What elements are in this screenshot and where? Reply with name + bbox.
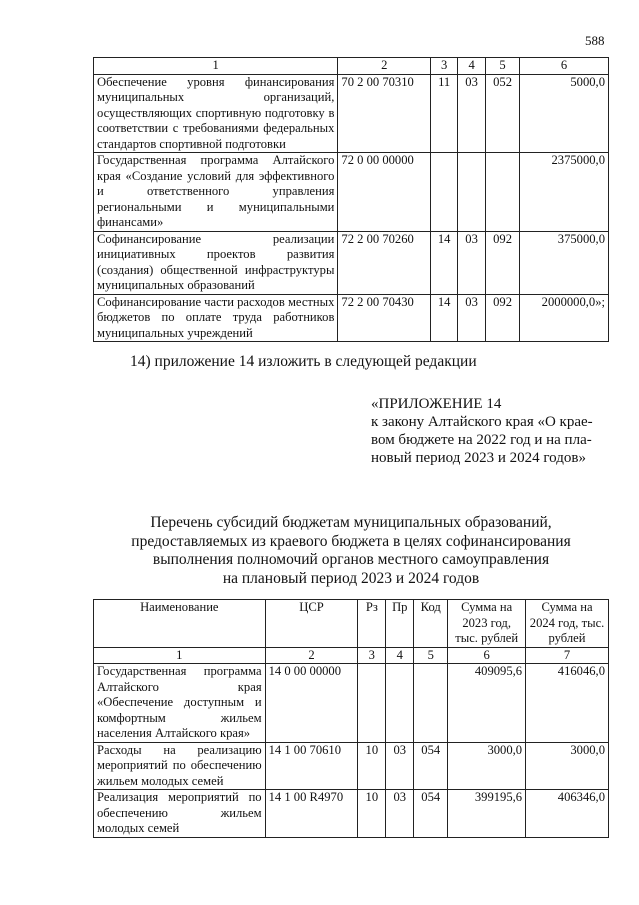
row-name: Софинансирование реализации инициативных проектов развития (создания) общественной инфраструктуры муниципальных образований <box>94 231 338 294</box>
header-rz: Рз <box>358 600 386 648</box>
row-name: Реализация мероприятий по обеспечению жильем молодых семей <box>94 790 266 838</box>
row-rz: 14 <box>431 231 458 294</box>
row-kod: 054 <box>414 790 448 838</box>
row-rz <box>431 153 458 232</box>
col-number: 3 <box>431 58 458 75</box>
title-line: на плановый период 2023 и 2024 годов <box>222 569 480 587</box>
subsidies-table <box>93 599 609 838</box>
row-name: Расходы на реализацию мероприятий по обеспечению жильем молодых семей <box>94 742 266 790</box>
appendix-line: новый период 2023 и 2024 годов» <box>371 450 586 466</box>
row-kod <box>414 664 448 743</box>
title-line: Перечень субсидий бюджетам муниципальных образований, <box>150 514 552 531</box>
col-number: 1 <box>94 647 266 664</box>
row-sum-2024: 416046,0 <box>526 664 609 743</box>
col-number: 2 <box>265 647 358 664</box>
table-header-row <box>94 600 609 648</box>
row-pr: 03 <box>458 294 486 342</box>
table-number-row <box>94 647 609 664</box>
col-number: 7 <box>526 647 609 664</box>
table-row <box>94 231 609 294</box>
header-sum-2023: Сумма на 2023 год, тыс. рублей <box>448 600 526 648</box>
col-number: 6 <box>520 58 609 75</box>
row-rz: 10 <box>358 790 386 838</box>
row-name: Государственная программа Алтайского края «Создание условий для эффективного и ответственного управления региональными и муниципальными финансами» <box>94 153 338 232</box>
row-pr: 03 <box>386 790 414 838</box>
appendix-heading <box>371 395 593 467</box>
row-kod: 054 <box>414 742 448 790</box>
title-line: предоставляемых из краевого бюджета в целях софинансирования <box>131 532 571 550</box>
row-sum: 2000000,0»; <box>520 294 609 342</box>
document-title <box>93 514 609 588</box>
row-csr: 14 1 00 70610 <box>265 742 358 790</box>
appendix-line: «ПРИЛОЖЕНИЕ 14 <box>371 396 502 412</box>
row-csr: 70 2 00 70310 <box>338 74 431 153</box>
row-pr: 03 <box>458 74 486 153</box>
row-rz: 14 <box>431 294 458 342</box>
col-number: 2 <box>338 58 431 75</box>
appendix-line: вом бюджете на 2022 год и на пла- <box>371 432 592 448</box>
col-number: 3 <box>358 647 386 664</box>
table-row <box>94 153 609 232</box>
row-rz: 10 <box>358 742 386 790</box>
row-csr: 72 2 00 70260 <box>338 231 431 294</box>
col-number: 1 <box>94 58 338 75</box>
row-csr: 72 0 00 00000 <box>338 153 431 232</box>
header-kod: Код <box>414 600 448 648</box>
table-row <box>94 294 609 342</box>
row-kod <box>486 153 520 232</box>
row-name: Софинансирование части расходов местных бюджетов по оплате труда работников муниципальных учреждений <box>94 294 338 342</box>
row-sum: 375000,0 <box>520 231 609 294</box>
row-sum-2023: 409095,6 <box>448 664 526 743</box>
header-sum-2024: Сумма на 2024 год, тыс. рублей <box>526 600 609 648</box>
col-number: 5 <box>414 647 448 664</box>
row-rz <box>358 664 386 743</box>
table-row <box>94 742 609 790</box>
col-number: 6 <box>448 647 526 664</box>
row-sum-2024: 406346,0 <box>526 790 609 838</box>
continued-budget-table <box>93 57 609 342</box>
row-sum: 2375000,0 <box>520 153 609 232</box>
header-name: Наименование <box>94 600 266 648</box>
row-kod: 092 <box>486 231 520 294</box>
row-pr: 03 <box>458 231 486 294</box>
row-kod: 092 <box>486 294 520 342</box>
col-number: 4 <box>386 647 414 664</box>
amendment-item-14: 14) приложение 14 изложить в следующей редакции <box>130 353 477 370</box>
row-pr: 03 <box>386 742 414 790</box>
title-line: выполнения полномочий органов местного самоуправления <box>152 551 550 568</box>
table-header-row <box>94 58 609 75</box>
row-sum-2023: 3000,0 <box>448 742 526 790</box>
row-name: Обеспечение уровня финансирования муниципальных организаций, осуществляющих спортивную подготовку в соответствии с требованиями федеральных стандартов спортивной подготовки <box>94 74 338 153</box>
appendix-line: к закону Алтайского края «О крае- <box>371 414 593 430</box>
row-csr: 14 0 00 00000 <box>265 664 358 743</box>
row-csr: 72 2 00 70430 <box>338 294 431 342</box>
header-pr: Пр <box>386 600 414 648</box>
row-sum-2023: 399195,6 <box>448 790 526 838</box>
table-row <box>94 664 609 743</box>
row-csr: 14 1 00 R4970 <box>265 790 358 838</box>
page-number: 588 <box>585 33 605 48</box>
header-csr: ЦСР <box>265 600 358 648</box>
col-number: 5 <box>486 58 520 75</box>
row-sum: 5000,0 <box>520 74 609 153</box>
table-row <box>94 790 609 838</box>
table-row <box>94 74 609 153</box>
row-name: Государственная программа Алтайского края «Обеспечение доступным и комфортным жильем населения Алтайского края» <box>94 664 266 743</box>
row-rz: 11 <box>431 74 458 153</box>
row-sum-2024: 3000,0 <box>526 742 609 790</box>
row-pr <box>458 153 486 232</box>
row-kod: 052 <box>486 74 520 153</box>
col-number: 4 <box>458 58 486 75</box>
row-pr <box>386 664 414 743</box>
